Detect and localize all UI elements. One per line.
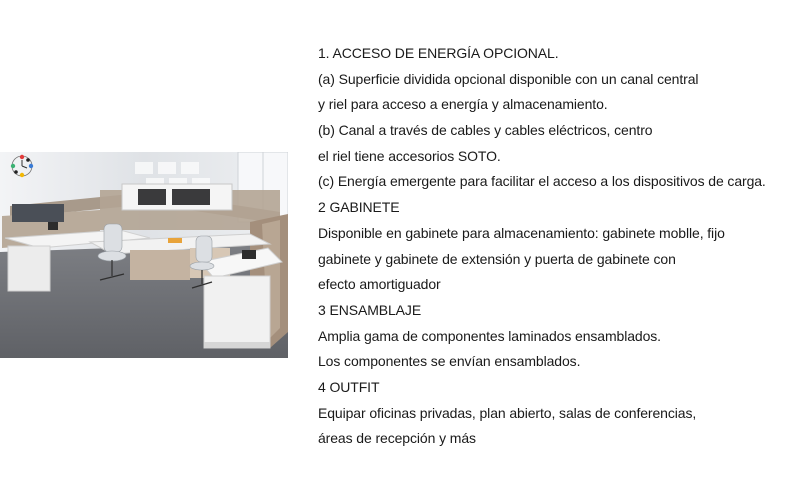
outfit-text-line: áreas de recepción y más: [318, 430, 476, 447]
assembly-text-line: Amplia gama de componentes laminados ensamblados.: [318, 327, 661, 344]
section-title-assembly: 3 ENSAMBLAJE: [318, 301, 422, 318]
cabinet-text-line: gabinete y gabinete de extensión y puerta de gabinete con: [318, 250, 676, 267]
office-workstation-photo: [0, 152, 288, 358]
energy-access-item-a: (a) Superficie dividida opcional disponible con un canal central: [318, 70, 699, 87]
assembly-text-line: Los componentes se envían ensamblados.: [318, 353, 581, 370]
outfit-text-line: Equipar oficinas privadas, plan abierto, salas de conferencias,: [318, 404, 697, 421]
cabinet-text-line: Disponible en gabinete para almacenamiento: gabinete moblle, fijo: [318, 224, 725, 241]
section-title-energy-access: 1. ACCESO DE ENERGÍA OPCIONAL.: [318, 45, 559, 61]
energy-access-item-a-cont: y riel para acceso a energía y almacenamiento.: [318, 96, 608, 113]
section-title-cabinet: 2 GABINETE: [318, 199, 400, 216]
cabinet-text-line: efecto amortiguador: [318, 276, 441, 293]
energy-access-item-b: (b) Canal a través de cables y cables eléctricos, centro: [318, 122, 653, 139]
workstation-illustration: [0, 152, 288, 358]
section-title-outfit: 4 OUTFIT: [318, 378, 380, 395]
product-description: [318, 41, 796, 452]
energy-access-item-b-cont: el riel tiene accesorios SOTO.: [318, 147, 501, 164]
energy-access-item-c: (c) Energía emergente para facilitar el acceso a los dispositivos de carga.: [318, 173, 766, 190]
